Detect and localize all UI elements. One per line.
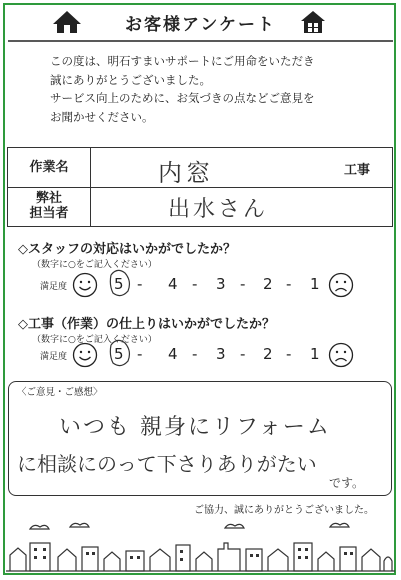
sad-face-icon — [328, 272, 354, 298]
smile-face-icon — [72, 272, 98, 298]
scale-label: 満足度 — [40, 352, 68, 362]
scale-3[interactable]: 3 — [216, 275, 226, 293]
scale-5[interactable]: 5 — [114, 345, 124, 363]
question-2-note: （数字に○をご記入ください） — [32, 335, 157, 345]
opinion-line-2: に相談にのって下さりありがたい — [17, 452, 317, 476]
work-suffix: 工事 — [343, 163, 370, 178]
work-name-row — [8, 148, 392, 188]
scale-4[interactable]: 4 — [168, 275, 178, 293]
scale-2[interactable]: 2 — [263, 275, 273, 293]
scale-5[interactable]: 5 — [114, 275, 124, 293]
townscape-illustration — [0, 515, 401, 575]
scale-4[interactable]: 4 — [168, 345, 178, 363]
intro-text: この度は、明石すまいサポートにご用命をいただき 誠にありがとうございました。 サービス向上のために、お気づきの点などご意見を お聞かせください。 — [50, 54, 315, 124]
smile-face-icon — [72, 342, 98, 368]
work-info-table — [7, 147, 393, 227]
header — [0, 4, 401, 38]
scale-3[interactable]: 3 — [216, 345, 226, 363]
work-name-label: 作業名 — [8, 148, 91, 187]
opinion-line-1: いつも 親身にリフォーム — [59, 415, 331, 440]
question-1-note: （数字に○をご記入ください） — [32, 260, 157, 270]
satisfaction-scale-1[interactable]: 満足度 5 - 4 - 3 - 2 - 1 — [40, 271, 370, 301]
staff-label: 弊社 担当者 — [8, 187, 91, 226]
scale-label: 満足度 — [40, 282, 68, 292]
sad-face-icon — [328, 342, 354, 368]
scale-1[interactable]: 1 — [310, 275, 320, 293]
footer-thanks: ご協力、誠にありがとうございました。 — [194, 505, 374, 516]
opinion-box[interactable] — [8, 381, 392, 496]
house-icon — [300, 10, 326, 34]
page-title: お客様アンケート — [125, 15, 276, 35]
satisfaction-scale-2[interactable]: 満足度 5 - 4 - 3 - 2 - 1 — [40, 341, 370, 371]
question-2: ◇工事（作業）の仕上りはいかがでしたか？ — [18, 317, 275, 332]
staff-row — [8, 187, 392, 226]
header-divider — [8, 39, 393, 43]
staff-value: 出水さん — [168, 197, 269, 222]
opinion-label: 〈ご意見・ご感想〉 — [17, 387, 103, 398]
work-name-value: 内窓 — [158, 159, 214, 187]
scale-1[interactable]: 1 — [310, 345, 320, 363]
question-1: ◇スタッフの対応はいかがでしたか？ — [18, 242, 236, 257]
scale-2[interactable]: 2 — [263, 345, 273, 363]
opinion-line-3: です。 — [329, 476, 365, 490]
